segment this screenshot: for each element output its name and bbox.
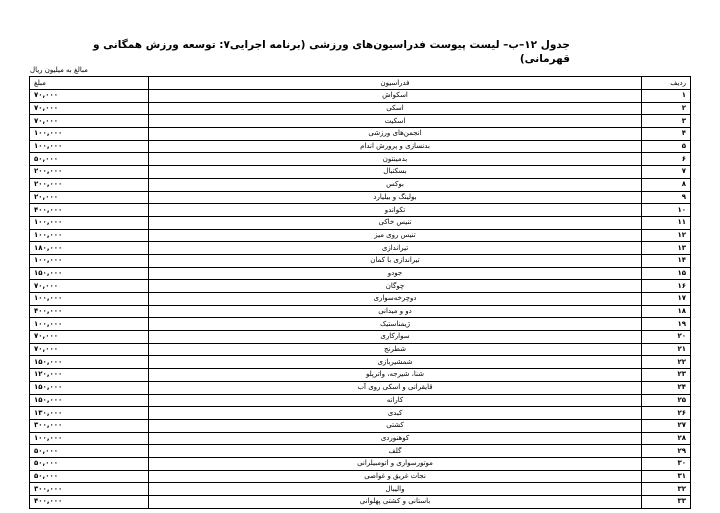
amount-cell: ۷۰,۰۰۰	[30, 115, 149, 128]
amount-cell: ۵۰,۰۰۰	[30, 457, 149, 470]
amount-cell: ۴۰۰,۰۰۰	[30, 305, 149, 318]
row-index-cell: ۳۰	[642, 457, 691, 470]
federation-name-cell: جودو	[149, 267, 642, 280]
federation-name-cell: تکواندو	[149, 204, 642, 217]
table-row	[30, 331, 691, 344]
table-row	[30, 153, 691, 166]
federation-name-cell: کوهنوردی	[149, 432, 642, 445]
table-row	[30, 102, 691, 115]
table-row	[30, 457, 691, 470]
federation-name-cell: شطرنج	[149, 343, 642, 356]
federation-name-cell: تیراندازی	[149, 242, 642, 255]
federation-name-cell: کبدی	[149, 407, 642, 420]
amount-cell: ۷۰,۰۰۰	[30, 343, 149, 356]
amount-cell: ۱۰۰,۰۰۰	[30, 229, 149, 242]
amount-cell: ۳۰۰,۰۰۰	[30, 483, 149, 496]
amount-cell: ۱۵۰,۰۰۰	[30, 394, 149, 407]
federation-name-cell: تیراندازی با کمان	[149, 254, 642, 267]
row-index-cell: ۳	[642, 115, 691, 128]
table-row	[30, 128, 691, 141]
federation-name-cell: بوکس	[149, 178, 642, 191]
row-index-cell: ۵	[642, 140, 691, 153]
federation-name-cell: اسکواش	[149, 90, 642, 103]
table-body	[30, 90, 691, 509]
amount-cell: ۱۵۰,۰۰۰	[30, 381, 149, 394]
federation-name-cell: شمشیربازی	[149, 356, 642, 369]
table-row	[30, 140, 691, 153]
row-index-cell: ۶	[642, 153, 691, 166]
amount-cell: ۷۰,۰۰۰	[30, 331, 149, 344]
amount-cell: ۵۰,۰۰۰	[30, 470, 149, 483]
table-row	[30, 369, 691, 382]
federation-name-cell: موتورسواری و اتومبیلرانی	[149, 457, 642, 470]
federation-name-cell: ژیمناستیک	[149, 318, 642, 331]
column-header-name: فدراسیون	[149, 77, 642, 90]
table-row	[30, 166, 691, 179]
amount-cell: ۱۵۰,۰۰۰	[30, 356, 149, 369]
amount-cell: ۱۰۰,۰۰۰	[30, 128, 149, 141]
unit-note: مبالغ به میلیون ریال	[30, 66, 88, 74]
row-index-cell: ۱۱	[642, 216, 691, 229]
table-row	[30, 432, 691, 445]
amount-cell: ۱۰۰,۰۰۰	[30, 318, 149, 331]
federation-name-cell: سوارکاری	[149, 331, 642, 344]
federation-name-cell: دو و میدانی	[149, 305, 642, 318]
table-row	[30, 381, 691, 394]
table-row	[30, 470, 691, 483]
row-index-cell: ۲۰	[642, 331, 691, 344]
row-index-cell: ۱۴	[642, 254, 691, 267]
amount-cell: ۴۰۰,۰۰۰	[30, 496, 149, 509]
table-row	[30, 356, 691, 369]
federation-name-cell: شنا، شیرجه، واترپلو	[149, 369, 642, 382]
table-row	[30, 305, 691, 318]
table-row	[30, 394, 691, 407]
federation-name-cell: کاراته	[149, 394, 642, 407]
federation-name-cell: گلف	[149, 445, 642, 458]
table-row	[30, 318, 691, 331]
table-row	[30, 445, 691, 458]
row-index-cell: ۱۰	[642, 204, 691, 217]
row-index-cell: ۲۹	[642, 445, 691, 458]
table-row	[30, 115, 691, 128]
federation-name-cell: تنیس روی میز	[149, 229, 642, 242]
federation-name-cell: انجمن‌های ورزشی	[149, 128, 642, 141]
table-row	[30, 90, 691, 103]
row-index-cell: ۲۱	[642, 343, 691, 356]
amount-cell: ۵۰,۰۰۰	[30, 445, 149, 458]
table-row	[30, 242, 691, 255]
table-row	[30, 229, 691, 242]
federation-name-cell: کشتی	[149, 419, 642, 432]
table-row	[30, 483, 691, 496]
amount-cell: ۲۰۰,۰۰۰	[30, 166, 149, 179]
federation-name-cell: تنیس خاکی	[149, 216, 642, 229]
amount-cell: ۲۰۰,۰۰۰	[30, 178, 149, 191]
table-row	[30, 293, 691, 306]
amount-cell: ۷۰,۰۰۰	[30, 102, 149, 115]
row-index-cell: ۱	[642, 90, 691, 103]
federation-name-cell: باستانی و کشتی پهلوانی	[149, 496, 642, 509]
table-row	[30, 216, 691, 229]
row-index-cell: ۲۴	[642, 381, 691, 394]
row-index-cell: ۱۲	[642, 229, 691, 242]
amount-cell: ۲۰,۰۰۰	[30, 191, 149, 204]
table-row	[30, 343, 691, 356]
table-row	[30, 496, 691, 509]
amount-cell: ۴۰۰,۰۰۰	[30, 204, 149, 217]
row-index-cell: ۱۹	[642, 318, 691, 331]
amount-cell: ۷۰,۰۰۰	[30, 280, 149, 293]
row-index-cell: ۱۵	[642, 267, 691, 280]
row-index-cell: ۸	[642, 178, 691, 191]
row-index-cell: ۲۷	[642, 419, 691, 432]
header-row	[30, 77, 691, 90]
row-index-cell: ۲۸	[642, 432, 691, 445]
amount-cell: ۱۵۰,۰۰۰	[30, 267, 149, 280]
row-index-cell: ۴	[642, 128, 691, 141]
amount-cell: ۷۰,۰۰۰	[30, 90, 149, 103]
amount-cell: ۱۸۰,۰۰۰	[30, 242, 149, 255]
table-row	[30, 254, 691, 267]
federation-name-cell: بسکتبال	[149, 166, 642, 179]
table-row	[30, 419, 691, 432]
amount-cell: ۱۳۰,۰۰۰	[30, 407, 149, 420]
row-index-cell: ۱۶	[642, 280, 691, 293]
table-header	[30, 77, 691, 90]
federations-table	[29, 76, 691, 509]
table-row	[30, 407, 691, 420]
amount-cell: ۱۰۰,۰۰۰	[30, 140, 149, 153]
federation-name-cell: اسکیت	[149, 115, 642, 128]
amount-cell: ۱۰۰,۰۰۰	[30, 254, 149, 267]
column-header-amount: مبلغ	[30, 77, 149, 90]
row-index-cell: ۱۳	[642, 242, 691, 255]
federation-name-cell: قایقرانی و اسکی روی آب	[149, 381, 642, 394]
amount-cell: ۱۰۰,۰۰۰	[30, 216, 149, 229]
federation-name-cell: نجات غریق و غواصی	[149, 470, 642, 483]
row-index-cell: ۷	[642, 166, 691, 179]
row-index-cell: ۱۷	[642, 293, 691, 306]
table-row	[30, 267, 691, 280]
row-index-cell: ۲۳	[642, 369, 691, 382]
row-index-cell: ۳۱	[642, 470, 691, 483]
row-index-cell: ۳۳	[642, 496, 691, 509]
row-index-cell: ۱۸	[642, 305, 691, 318]
column-header-index: ردیف	[642, 77, 691, 90]
table-row	[30, 280, 691, 293]
federation-name-cell: دوچرخه‌سواری	[149, 293, 642, 306]
federation-name-cell: اسکی	[149, 102, 642, 115]
amount-cell: ۱۰۰,۰۰۰	[30, 293, 149, 306]
table-row	[30, 191, 691, 204]
amount-cell: ۳۰۰,۰۰۰	[30, 419, 149, 432]
row-index-cell: ۲۲	[642, 356, 691, 369]
page-title: جدول ۱۲–ب– لیست پیوست فدراسیون‌های ورزشی (برنامه اجرایی۷: توسعه ورزش همگانی و قهرمانی)	[92, 39, 570, 65]
row-index-cell: ۹	[642, 191, 691, 204]
federation-name-cell: بولینگ و بیلیارد	[149, 191, 642, 204]
row-index-cell: ۲۵	[642, 394, 691, 407]
amount-cell: ۱۲۰,۰۰۰	[30, 369, 149, 382]
table-row	[30, 204, 691, 217]
federation-name-cell: بدنسازی و پرورش اندام	[149, 140, 642, 153]
row-index-cell: ۲۶	[642, 407, 691, 420]
table-row	[30, 178, 691, 191]
federation-name-cell: والیبال	[149, 483, 642, 496]
row-index-cell: ۳۲	[642, 483, 691, 496]
row-index-cell: ۲	[642, 102, 691, 115]
amount-cell: ۱۰۰,۰۰۰	[30, 432, 149, 445]
amount-cell: ۵۰,۰۰۰	[30, 153, 149, 166]
federation-name-cell: چوگان	[149, 280, 642, 293]
federation-name-cell: بدمینتون	[149, 153, 642, 166]
